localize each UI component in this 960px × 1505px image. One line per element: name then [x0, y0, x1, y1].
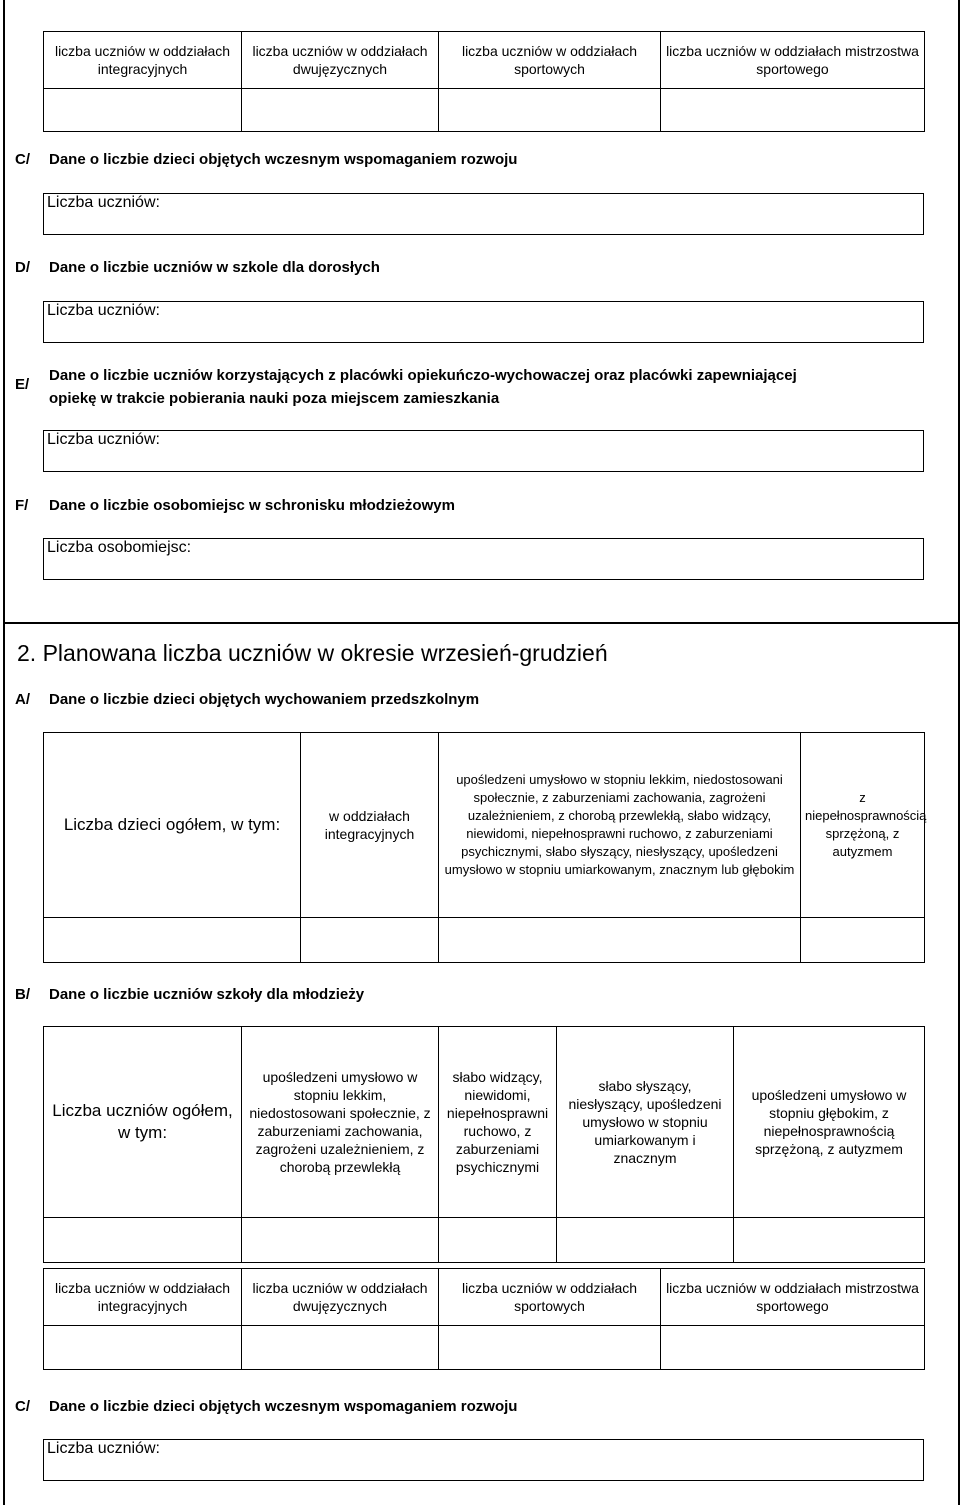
part2-section-a-title: Dane o liczbie dzieci objętych wychowaniem przedszkolnym — [49, 691, 480, 708]
header-disabilities-list: upośledzeni umysłowo w stopniu lekkim, niedostosowani społecznie, z zaburzeniami zachowania, zagrożeni uzależnieniem, z chorobą przewlekłą, słabo widzący, niewidomi, niepełnosprawni ruchowo, z zaburzeniami psychicznymi, słabo słyszący, niesłyszący, upośledzeni umysłowo w stopniu umiarkowanym, znacznym lub głębokim — [439, 733, 801, 918]
section-e-field-label: Liczba uczniów: — [47, 431, 160, 448]
section-d-letter: D/ — [15, 259, 30, 276]
preschool-table — [43, 732, 925, 963]
header-sport: liczba uczniów w oddziałach sportowych — [439, 1269, 661, 1326]
header-multiple-disability-autism: z niepełnosprawnością sprzężoną, z autyzmem — [801, 733, 925, 918]
section-e-letter: E/ — [15, 376, 30, 393]
section-d-title: Dane o liczbie uczniów w szkole dla dorosłych — [49, 259, 380, 276]
header-sport-championship: liczba uczniów w oddziałach mistrzostwa sportowego — [661, 1269, 925, 1326]
part2-section-c-input-box[interactable] — [43, 1439, 924, 1481]
section-d-field-label: Liczba uczniów: — [47, 302, 160, 319]
class-count-table-top — [43, 31, 925, 132]
section-f-title: Dane o liczbie osobomiejsc w schronisku młodzieżowym — [49, 497, 455, 514]
value-multiple-disability-autism[interactable] — [801, 918, 925, 963]
section-c-letter: C/ — [15, 151, 30, 168]
value-hearing-moderate[interactable] — [557, 1218, 734, 1263]
section-c-title: Dane o liczbie dzieci objętych wczesnym wspomaganiem rozwoju — [49, 151, 518, 168]
value-sport[interactable] — [439, 89, 661, 132]
section-e-title-line2: opiekę w trakcie pobierania nauki poza miejscem zamieszkania — [49, 390, 500, 407]
value-bilingual[interactable] — [242, 89, 439, 132]
part2-heading: 2. Planowana liczba uczniów w okresie wrzesień-grudzień — [17, 640, 608, 666]
header-visual-motor: słabo widzący, niewidomi, niepełnosprawni ruchowo, z zaburzeniami psychicznymi — [439, 1027, 557, 1218]
section-f-field-label: Liczba osobomiejsc: — [47, 539, 192, 556]
header-integrated: liczba uczniów w oddziałach integracyjnych — [44, 32, 242, 89]
value-sport-championship[interactable] — [661, 1326, 925, 1370]
header-bilingual: liczba uczniów w oddziałach dwujęzycznych — [242, 32, 439, 89]
value-bilingual[interactable] — [242, 1326, 439, 1370]
youth-school-table — [43, 1026, 925, 1263]
value-students-total[interactable] — [44, 1218, 242, 1263]
header-integrated: liczba uczniów w oddziałach integracyjnych — [44, 1269, 242, 1326]
header-profound-autism: upośledzeni umysłowo w stopniu głębokim, z niepełnosprawnością sprzężoną, z autyzmem — [734, 1027, 925, 1218]
section-c-input-box[interactable] — [43, 193, 924, 235]
value-visual-motor[interactable] — [439, 1218, 557, 1263]
header-children-total: Liczba dzieci ogółem, w tym: — [44, 733, 301, 918]
part2-section-c-letter: C/ — [15, 1398, 30, 1415]
value-profound-autism[interactable] — [734, 1218, 925, 1263]
value-mild-disability[interactable] — [242, 1218, 439, 1263]
value-sport[interactable] — [439, 1326, 661, 1370]
part2-section-c-field-label: Liczba uczniów: — [47, 1440, 160, 1457]
section-e-title-line1: Dane o liczbie uczniów korzystających z placówki opiekuńczo-wychowaczej oraz placówki zapewniającej — [49, 367, 797, 384]
value-children-total[interactable] — [44, 918, 301, 963]
class-count-table-bottom — [43, 1268, 925, 1370]
value-sport-championship[interactable] — [661, 89, 925, 132]
header-mild-disability: upośledzeni umysłowo w stopniu lekkim, niedostosowani społecznie, z zaburzeniami zachowania, zagrożeni uzależnieniem, z chorobą przewlekłą — [242, 1027, 439, 1218]
part2-section-a-letter: A/ — [15, 691, 30, 708]
section-f-input-box[interactable] — [43, 538, 924, 580]
section-f-letter: F/ — [15, 497, 29, 514]
value-integrated[interactable] — [44, 1326, 242, 1370]
header-students-total: Liczba uczniów ogółem, w tym: — [44, 1027, 242, 1218]
value-integrated[interactable] — [44, 89, 242, 132]
part2-section-b-title: Dane o liczbie uczniów szkoły dla młodzieży — [49, 986, 365, 1003]
header-bilingual: liczba uczniów w oddziałach dwujęzycznych — [242, 1269, 439, 1326]
value-integrated-groups[interactable] — [301, 918, 439, 963]
header-sport: liczba uczniów w oddziałach sportowych — [439, 32, 661, 89]
header-sport-championship: liczba uczniów w oddziałach mistrzostwa sportowego — [661, 32, 925, 89]
value-disabilities-list[interactable] — [439, 918, 801, 963]
header-hearing-moderate: słabo słyszący, niesłyszący, upośledzeni umysłowo w stopniu umiarkowanym i znacznym — [557, 1027, 734, 1218]
part2-section-c-title: Dane o liczbie dzieci objętych wczesnym wspomaganiem rozwoju — [49, 1398, 518, 1415]
section-d-input-box[interactable] — [43, 301, 924, 343]
header-integrated-groups: w oddziałach integracyjnych — [301, 733, 439, 918]
section-e-input-box[interactable] — [43, 430, 924, 472]
section-c-field-label: Liczba uczniów: — [47, 194, 160, 211]
part2-section-b-letter: B/ — [15, 986, 30, 1003]
